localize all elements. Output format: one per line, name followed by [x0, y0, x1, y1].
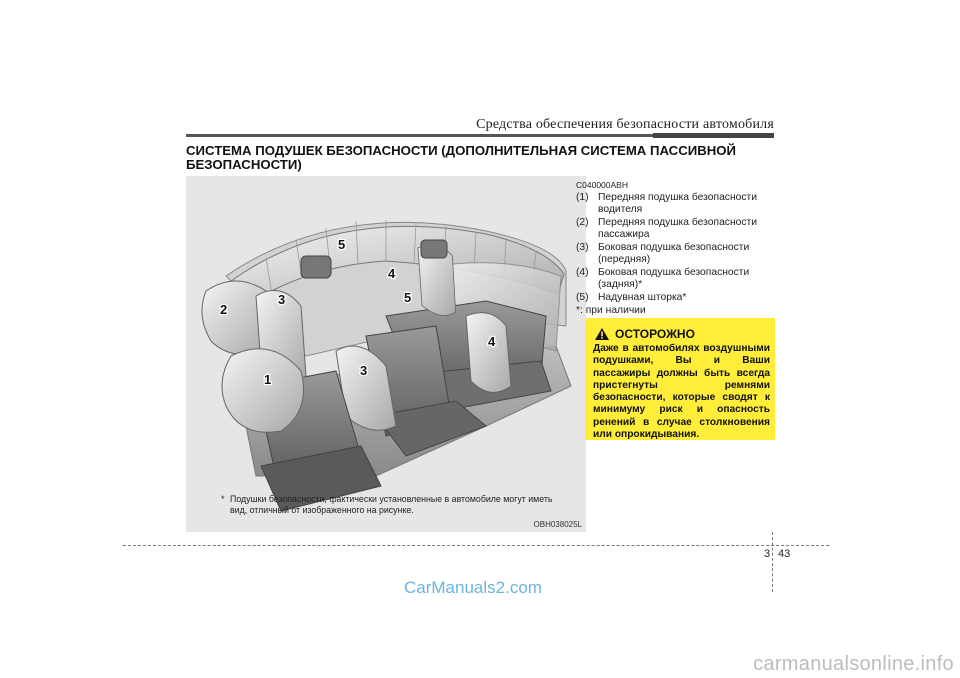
driver-frontal-airbag	[222, 349, 304, 433]
warning-heading	[595, 327, 695, 341]
legend-note: *: при наличии	[576, 305, 646, 316]
figure-label-5b: 5	[404, 290, 412, 305]
warning-title: ОСТОРОЖНО	[615, 327, 695, 341]
figure-label-1: 1	[264, 372, 272, 387]
warning-text: Даже в автомобилях воздушными подушками, Вы и Ваши пассажиры должны быть всегда пристегнуты ремнями безопасности, которые сводят к минимуму риск и опасность ренений в случае столкновения или опрокидывания.	[593, 343, 770, 441]
airbag-figure	[186, 176, 586, 532]
figure-label-3b: 3	[360, 363, 368, 378]
legend-item: (5) Надувная шторка*	[576, 292, 687, 303]
caption-star: *	[221, 494, 225, 504]
figure-label-2: 2	[220, 302, 228, 317]
chapter-number: 3	[764, 548, 771, 560]
airbag-illustration	[186, 176, 586, 532]
rear-side-airbag	[466, 313, 511, 393]
header-rule-accent	[653, 133, 774, 138]
figure-label-3a: 3	[278, 292, 286, 307]
footer-rule	[123, 545, 829, 546]
legend-item: (3) Боковая подушка безопасности (передняя)	[576, 242, 750, 265]
caption-text: Подушки безопасности, фактически установленные в автомобиле могут иметь вид, отличный от изображенного на рисунке.	[230, 494, 553, 515]
watermark-carmanualsonline[interactable]: carmanualsonline.info	[753, 653, 954, 675]
figure-code: OBH038025L	[533, 520, 582, 529]
section-title: СИСТЕМА ПОДУШЕК БЕЗОПАСНОСТИ (ДОПОЛНИТЕЛЬНАЯ СИСТЕМА ПАССИВНОЙ БЕЗОПАСНОСТИ)	[186, 143, 736, 172]
page-number: 43	[778, 548, 791, 560]
legend-item: (2) Передняя подушка безопасности пассажира	[576, 217, 757, 240]
watermark-carmanuals2[interactable]: CarManuals2.com	[404, 578, 542, 597]
airbag-legend	[576, 192, 776, 317]
figure-caption	[221, 494, 560, 516]
footer-divider	[772, 532, 773, 592]
legend-item: (1) Передняя подушка безопасности водителя	[576, 192, 757, 215]
warning-box	[585, 318, 775, 440]
figure-label-4a: 4	[388, 266, 396, 281]
figure-label-4b: 4	[488, 334, 496, 349]
running-header: Средства обеспечения безопасности автомобиля	[476, 117, 774, 132]
legend-item: (4) Боковая подушка безопасности (задняя)*	[576, 267, 750, 290]
section-code: C040000ABH	[576, 180, 628, 190]
figure-label-5a: 5	[338, 237, 346, 252]
warning-triangle-icon	[595, 328, 609, 340]
